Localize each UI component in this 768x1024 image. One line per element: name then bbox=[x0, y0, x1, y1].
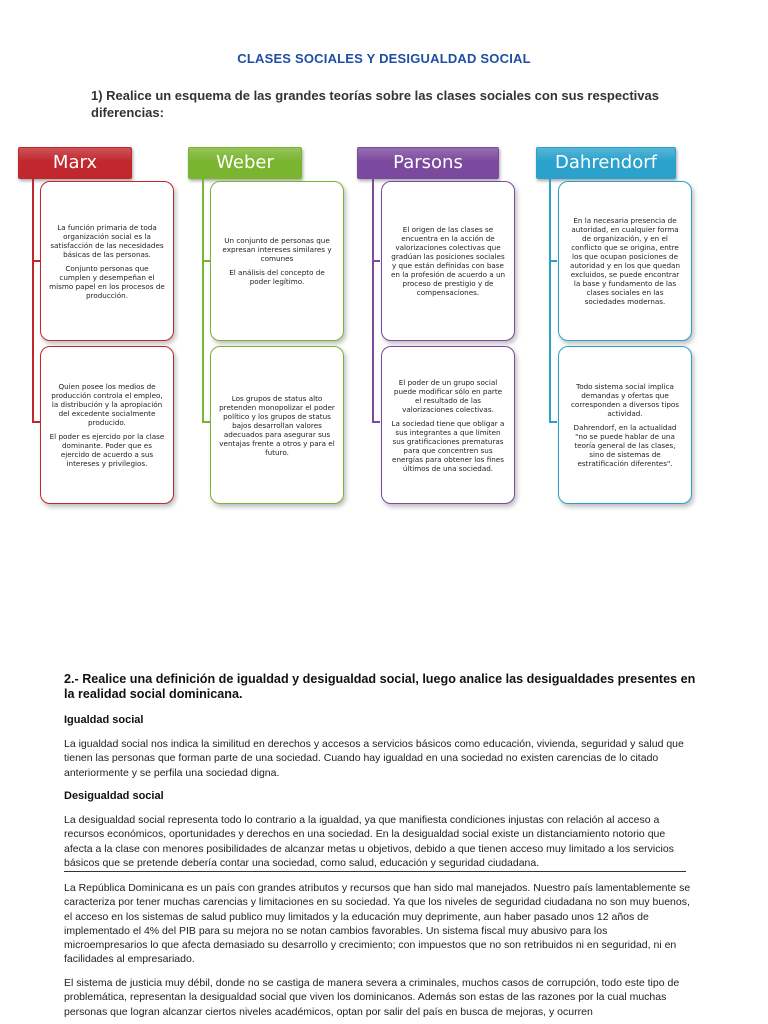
box-text: Conjunto personas que cumplen y desempeñan el mismo papel en los procesos de producción. bbox=[49, 263, 165, 300]
box-text: Los grupos de status alto pretenden monopolizar el poder político y los grupos de status bajos desarrollan valores adecuados para asegurar sus ventajas frente a otros y para el futuro. bbox=[219, 393, 335, 457]
theory-box bbox=[558, 346, 692, 504]
rd-paragraph: La República Dominicana es un país con grandes atributos y recursos que han sido mal manejados. Nuestro país lamentablemente se caracteriza por tener muchas carencias y limitaciones en su sociedad. Ya que los niveles de seguridad ciudadana no son muy buenos, el acceso en los sistemas de salud publico muy limitados y la educación muy deprimente, aun haber pasado unos 12 años de implementado el 4% del PIB para su mejora no se notan cambios favorables. Un sistema fiscal muy abusivo para los microempresarios lo que afecta demasiado su desarrollo y crecimiento; con impuestos que no son retribuidos ni en seguridad, ni en facilidades al empresariado. bbox=[64, 882, 691, 966]
box-text: Dahrendorf, en la actualidad "no se puede hablar de una teoría general de las clases, sino de sistemas de estratificación diferentes". bbox=[573, 423, 677, 468]
header-label: Parsons bbox=[393, 152, 463, 173]
connector-branch bbox=[202, 421, 210, 423]
theory-box bbox=[40, 181, 174, 341]
desigualdad-heading: Desigualdad social bbox=[64, 790, 164, 802]
box-text: El origen de las clases se encuentra en la acción de valorizaciones colectivas que gradúan las posiciones sociales y que están definidas con base en la profesión de acuerdo a un proceso de prestigio y de compensaciones. bbox=[390, 225, 506, 297]
theory-box bbox=[381, 181, 515, 341]
theory-box bbox=[558, 181, 692, 341]
connector-line bbox=[32, 177, 34, 422]
box-text: Todo sistema social implica demandas y ofertas que corresponden a diversos tipos actividad. bbox=[570, 382, 680, 418]
connector-branch bbox=[32, 260, 40, 262]
header-weber bbox=[188, 147, 302, 179]
connector-branch bbox=[32, 421, 40, 423]
question-1: 1) Realice un esquema de las grandes teorías sobre las clases sociales con sus respectivas diferencias: bbox=[91, 88, 659, 120]
theory-box bbox=[381, 346, 515, 504]
theory-box bbox=[40, 346, 174, 504]
header-marx bbox=[18, 147, 132, 179]
igualdad-paragraph: La igualdad social nos indica la similitud en derechos y accesos a servicios básicos como educación, vivienda, seguridad y salud que tienen las personas que forman parte de una sociedad. Cuando hay igualdad en una sociedad no existen carencias de lo citado anteriormente y se perfila una sociedad digna. bbox=[64, 738, 684, 779]
box-text: El poder de un grupo social puede modificar sólo en parte el resultado de las valorizaciones colectivas. bbox=[393, 377, 503, 414]
justicia-paragraph: El sistema de justicia muy débil, donde no se castiga de manera severa a criminales, muchos casos de corrupción, todo este tipo de problemática, representan la desigualdad social que viven los dominicanos. Además son estas de las razones por la cual muchas personas que logran alcanzar ciertos niveles académicos, optan por salir del país en busca de mejoras, y ocurren bbox=[64, 977, 680, 1018]
igualdad-heading: Igualdad social bbox=[64, 714, 144, 726]
theory-box bbox=[210, 181, 344, 341]
connector-branch bbox=[372, 260, 380, 262]
connector-branch bbox=[202, 260, 210, 262]
header-label: Marx bbox=[52, 152, 98, 173]
question-2: 2.- Realice una definición de igualdad y desigualdad social, luego analice las desigualdades presentes en la realidad social dominicana. bbox=[64, 672, 696, 701]
box-text: Un conjunto de personas que expresan intereses similares y comunes bbox=[222, 236, 332, 263]
box-text: El poder es ejercido por la clase dominante. Poder que es ejercido de acuerdo a sus intereses y privilegios. bbox=[49, 432, 165, 468]
box-text: La sociedad tiene que obligar a sus integrantes a que limiten sus gratificaciones prematuras para que concentren sus energías para obtener los fines últimos de una sociedad. bbox=[391, 418, 505, 473]
document-title: CLASES SOCIALES Y DESIGUALDAD SOCIAL bbox=[237, 51, 531, 66]
connector-line bbox=[549, 177, 551, 422]
theory-box bbox=[210, 346, 344, 504]
connector-branch bbox=[372, 421, 380, 423]
connector-line bbox=[372, 177, 374, 422]
connector-branch bbox=[549, 260, 557, 262]
box-text: La función primaria de toda organización social es la satisfacción de las necesidades básicas de las personas. bbox=[50, 222, 164, 259]
header-parsons bbox=[357, 147, 499, 179]
box-text: El análisis del concepto de poder legítimo. bbox=[229, 268, 325, 286]
header-label: Weber bbox=[216, 152, 274, 173]
box-text: En la necesaria presencia de autoridad, en cualquier forma de organización, y en el conflicto que se origina, entre los que ocupan posiciones de autoridad y en los que quedan excluidos, se puede encontrar la base y fundamento de las clases sociales en las sociedades modernas. bbox=[569, 216, 681, 306]
header-label: Dahrendorf bbox=[555, 152, 657, 173]
connector-line bbox=[202, 177, 204, 422]
connector-branch bbox=[549, 421, 557, 423]
header-dahrendorf bbox=[536, 147, 676, 179]
box-text: Quien posee los medios de producción controla el empleo, la distribución y la apropiación del excedente socialmente producido. bbox=[51, 382, 163, 427]
divider bbox=[64, 871, 686, 872]
desigualdad-paragraph: La desigualdad social representa todo lo contrario a la igualdad, ya que manifiesta condiciones injustas con relación al acceso a recursos económicos, oportunidades y derechos en una sociedad. En la desigualdad social existe un distanciamiento notorio que afecta a la clase con menores posibilidades de alcanzar metas u objetivos, debido a que tienen acceso muy limitado a los servicios básicos que se pretende debería contar una sociedad, como salud, educación y seguridad ciudadana. bbox=[64, 814, 674, 869]
